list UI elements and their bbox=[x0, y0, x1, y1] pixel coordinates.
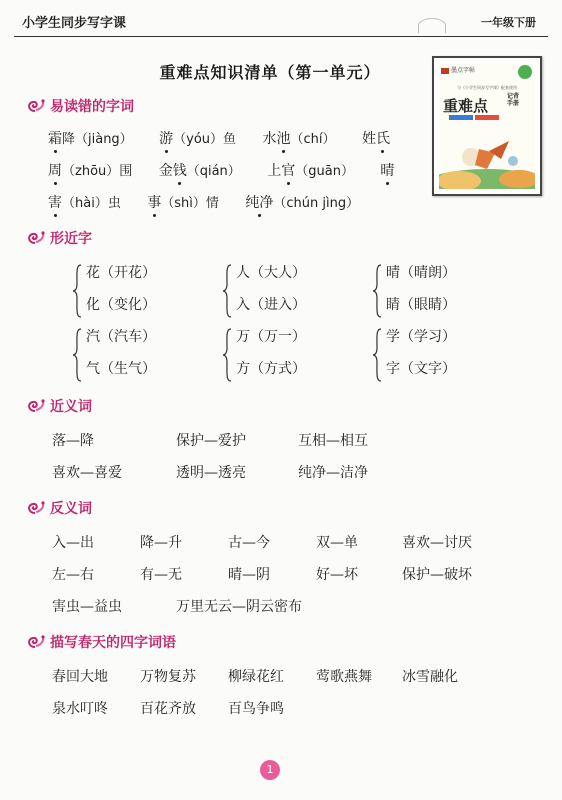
antonym-pair: 万里无云—阴云密布 bbox=[176, 599, 302, 615]
book-cover-image bbox=[432, 56, 542, 196]
book-tags bbox=[449, 115, 501, 120]
spring-phrase: 泉水叮咚 bbox=[52, 701, 108, 717]
similar-char-b: 字（文字） bbox=[386, 361, 456, 377]
swirl-icon bbox=[24, 633, 46, 651]
misread-row bbox=[48, 128, 412, 148]
brace-icon bbox=[72, 264, 82, 318]
spring-phrase: 春回大地 bbox=[52, 669, 108, 685]
book-title-suffix: 记背 手册 bbox=[507, 93, 520, 107]
misread-word: 害（hài）虫 bbox=[48, 192, 121, 212]
similar-char-b: 气（生气） bbox=[86, 361, 156, 377]
misread-word: 纯净（chún jìng） bbox=[245, 192, 359, 212]
page-number-badge: 1 bbox=[260, 760, 280, 780]
spring-phrase: 柳绿花红 bbox=[228, 669, 284, 685]
section-heading-antonyms bbox=[24, 498, 92, 518]
book-subtitle: 与《小学生同步写字课》配套使用 bbox=[457, 85, 517, 90]
antonym-pair: 喜欢—讨厌 bbox=[402, 535, 472, 551]
misread-row bbox=[48, 160, 416, 180]
antonym-pair: 降—升 bbox=[140, 535, 182, 551]
similar-pair bbox=[374, 326, 494, 384]
similar-char-b: 睛（眼睛） bbox=[386, 297, 456, 313]
spring-phrase: 万物复苏 bbox=[140, 669, 196, 685]
header-grade: 一年级下册 bbox=[481, 16, 536, 29]
section-title: 易读错的字词 bbox=[50, 99, 134, 115]
book-brand: 墨点字帖 bbox=[441, 65, 475, 74]
page-title: 重难点知识清单（第一单元） bbox=[159, 63, 381, 82]
similar-char-b: 方（方式） bbox=[236, 361, 306, 377]
brace-icon bbox=[222, 328, 232, 382]
book-illustration bbox=[439, 131, 535, 189]
brace-icon bbox=[72, 328, 82, 382]
similar-char-a: 汽（汽车） bbox=[86, 329, 156, 345]
spring-phrase: 百花齐放 bbox=[140, 701, 196, 717]
section-heading-misread bbox=[24, 96, 134, 116]
section-title: 近义词 bbox=[50, 399, 92, 415]
spring-phrase: 百鸟争鸣 bbox=[228, 701, 284, 717]
antonym-pair: 左—右 bbox=[52, 567, 94, 583]
antonym-pair: 晴—阴 bbox=[228, 567, 270, 583]
synonym-pair: 落—降 bbox=[52, 433, 94, 449]
similar-pair bbox=[224, 262, 344, 320]
similar-pair bbox=[74, 326, 194, 384]
misread-word: 上官（guān） bbox=[267, 160, 354, 180]
header-decoration bbox=[418, 18, 446, 33]
antonym-pair: 保护—破坏 bbox=[402, 567, 472, 583]
spring-phrase: 冰雪融化 bbox=[402, 669, 458, 685]
swirl-icon bbox=[24, 397, 46, 415]
synonym-pair: 透明—透亮 bbox=[176, 465, 246, 481]
brace-icon bbox=[222, 264, 232, 318]
synonym-pair: 互相—相互 bbox=[298, 433, 368, 449]
brace-icon bbox=[372, 264, 382, 318]
book-title: 重难点 bbox=[443, 97, 489, 115]
similar-char-a: 万（万一） bbox=[236, 329, 306, 345]
similar-pair bbox=[74, 262, 194, 320]
synonym-pair: 喜欢—喜爱 bbox=[52, 465, 122, 481]
section-heading-spring bbox=[24, 632, 176, 652]
section-title: 反义词 bbox=[50, 501, 92, 517]
antonym-pair: 古—今 bbox=[228, 535, 270, 551]
misread-word: 事（shì）情 bbox=[147, 192, 219, 212]
similar-pair bbox=[374, 262, 494, 320]
swirl-icon bbox=[24, 97, 46, 115]
similar-char-a: 晴（晴朗） bbox=[386, 265, 456, 281]
antonym-pair: 双—单 bbox=[316, 535, 358, 551]
header-rule bbox=[14, 36, 548, 37]
synonym-pair: 保护—爱护 bbox=[176, 433, 246, 449]
misread-word: 水池（chí） bbox=[262, 128, 335, 148]
misread-word: 晴 bbox=[380, 160, 394, 180]
misread-word: 霜降（jiàng） bbox=[48, 128, 133, 148]
header-series-title: 小学生同步写字课 bbox=[22, 16, 127, 31]
swirl-icon bbox=[24, 229, 46, 247]
misread-word: 金钱（qián） bbox=[159, 160, 241, 180]
section-heading-similar bbox=[24, 228, 92, 248]
book-badge-icon bbox=[518, 65, 532, 79]
synonym-pair: 纯净—洁净 bbox=[298, 465, 368, 481]
similar-char-a: 人（大人） bbox=[236, 265, 306, 281]
similar-char-b: 化（变化） bbox=[86, 297, 156, 313]
similar-char-b: 入（进入） bbox=[236, 297, 306, 313]
antonym-pair: 害虫—益虫 bbox=[52, 599, 122, 615]
misread-word: 游（yóu）鱼 bbox=[159, 128, 236, 148]
antonym-pair: 入—出 bbox=[52, 535, 94, 551]
similar-char-a: 花（开花） bbox=[86, 265, 156, 281]
brace-icon bbox=[372, 328, 382, 382]
swirl-icon bbox=[24, 499, 46, 517]
misread-row bbox=[48, 192, 381, 212]
section-title: 形近字 bbox=[50, 231, 92, 247]
similar-pair bbox=[224, 326, 344, 384]
antonym-pair: 有—无 bbox=[140, 567, 182, 583]
antonym-pair: 好—坏 bbox=[316, 567, 358, 583]
misread-word: 周（zhōu）围 bbox=[48, 160, 132, 180]
similar-char-a: 学（学习） bbox=[386, 329, 456, 345]
section-heading-synonyms bbox=[24, 396, 92, 416]
section-title: 描写春天的四字词语 bbox=[50, 635, 176, 651]
spring-phrase: 莺歌燕舞 bbox=[316, 669, 372, 685]
misread-word: 姓氏 bbox=[362, 128, 390, 148]
